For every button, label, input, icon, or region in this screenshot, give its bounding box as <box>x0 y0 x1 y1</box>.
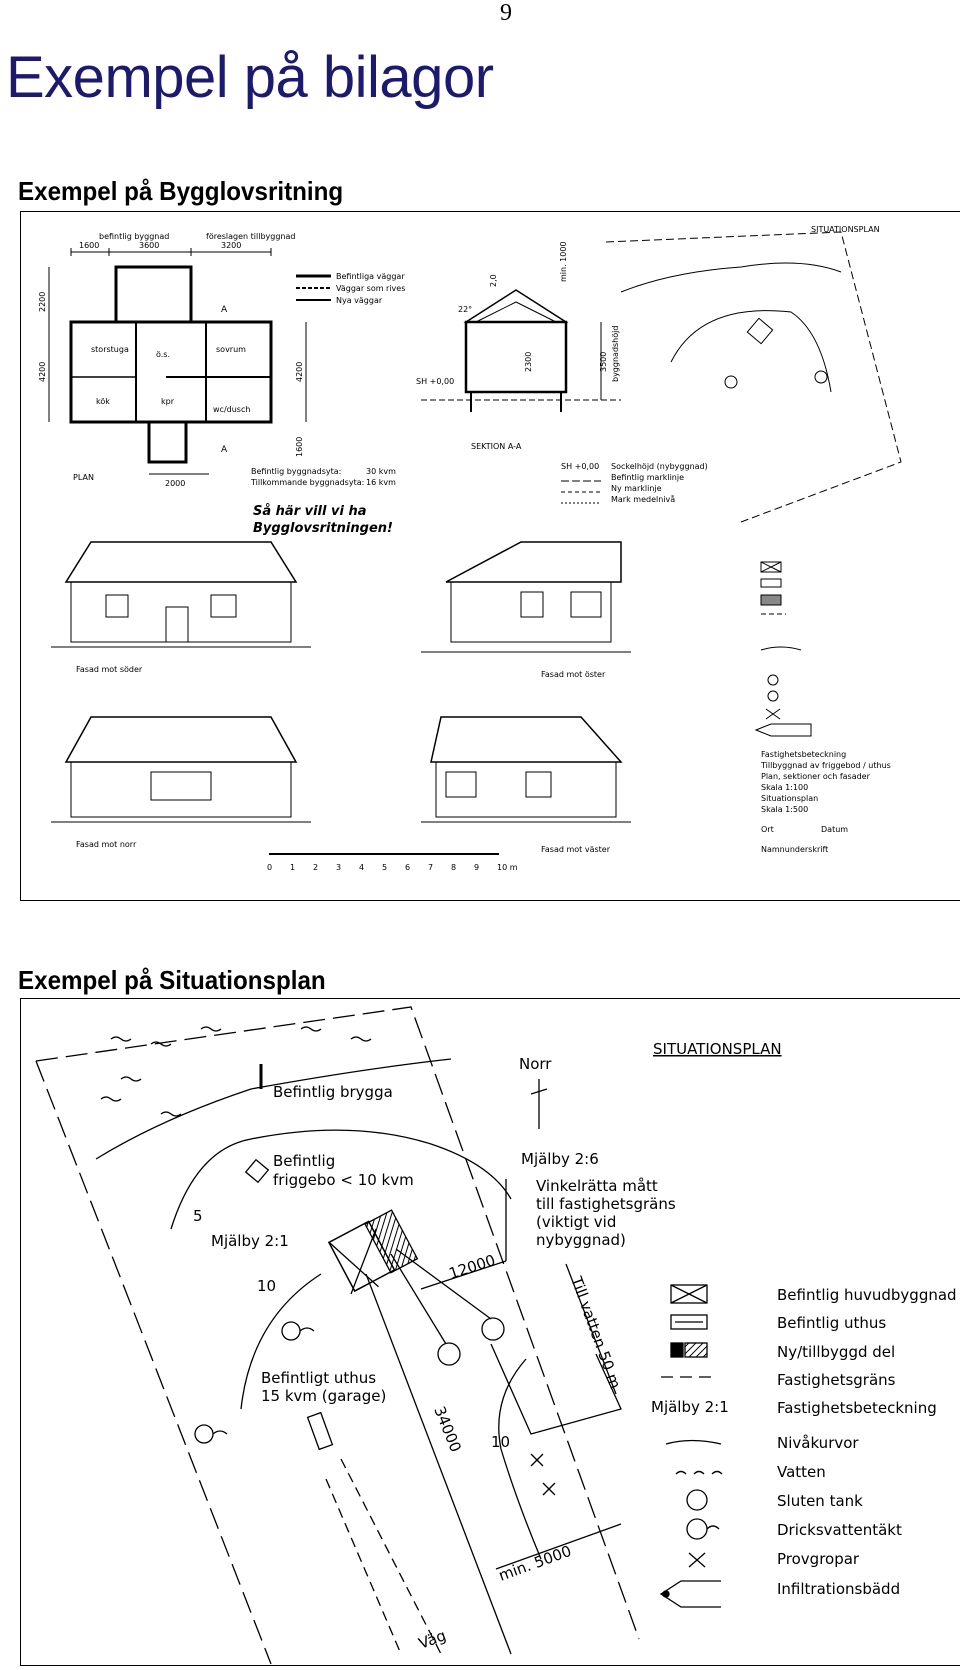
plan-label: PLAN <box>73 473 94 482</box>
legend-label-fastighetsgrans: Fastighetsgräns <box>777 1371 896 1389</box>
vinkel-line-4: nybyggnad) <box>536 1231 626 1249</box>
uthus-icon <box>308 1413 333 1450</box>
svg-text:10 m: 10 m <box>497 863 518 872</box>
section-legend-2: Befintlig marklinje <box>611 473 684 482</box>
legend-label-fastighetsbeteckning: Fastighetsbeteckning <box>777 1399 937 1417</box>
section-legend-4: Mark medelnivå <box>611 495 676 504</box>
mini-site-legend <box>756 562 811 736</box>
mini-situationsplan-title: SITUATIONSPLAN <box>811 225 880 234</box>
facade-label-oster: Fasad mot öster <box>541 670 606 679</box>
svg-text:1: 1 <box>290 863 296 872</box>
section-title-bygglovsritning: Exempel på Bygglovsritning <box>18 176 344 206</box>
section-dim-2-0: 2,0 <box>489 274 498 287</box>
contour-label-10a: 10 <box>257 1277 277 1295</box>
room-os: ö.s. <box>156 350 171 359</box>
dim-2000: 2000 <box>165 479 186 488</box>
marker-a-top: A <box>221 305 228 315</box>
legend-label-infiltrationsbadd: Infiltrationsbädd <box>777 1580 901 1598</box>
label-mjalby-2-1: Mjälby 2:1 <box>211 1232 289 1250</box>
section-label: SEKTION A-A <box>471 442 522 451</box>
facade-vaster-drawing <box>421 717 631 822</box>
wall-legend-3: Nya väggar <box>336 296 383 305</box>
dim-34000: 34000 <box>430 1403 465 1455</box>
page-title: Exempel på bilagor <box>6 45 494 110</box>
label-friggebo-2: friggebo < 10 kvm <box>273 1171 414 1189</box>
room-kok: kök <box>96 397 110 406</box>
section-dim-3500: 3500 <box>599 351 608 372</box>
legend-note-4: Skala 1:100 <box>761 783 809 792</box>
site-plan-title: SITUATIONSPLAN <box>653 1040 782 1058</box>
svg-text:8: 8 <box>451 863 457 872</box>
dim-top-3: 3200 <box>221 241 242 250</box>
legend-note-5: Situationsplan <box>761 794 819 803</box>
dim-min-5000: min. 5000 <box>496 1541 574 1585</box>
extension-hatched-icon <box>365 1210 417 1273</box>
svg-text:5: 5 <box>382 863 388 872</box>
legend-note-3: Plan, sektioner och fasader <box>761 772 870 781</box>
label-uthus-1: Befintligt uthus <box>261 1369 377 1387</box>
section-legend-1: Sockelhöjd (nybyggnad) <box>611 462 708 471</box>
legend-note-1: Fastighetsbeteckning <box>761 750 847 759</box>
room-storstuga: storstuga <box>91 345 129 354</box>
dim-4200-right: 4200 <box>295 361 304 382</box>
label-vag: Väg <box>416 1626 449 1653</box>
legend-note-9: Namnunderskrift <box>761 845 829 854</box>
label-befintlig-byggnad: befintlig byggnad <box>99 232 170 241</box>
marker-a-bottom: A <box>221 445 228 455</box>
section-dim-2300: 2300 <box>524 351 533 372</box>
section-byggnadshojd: byggnadshöjd <box>611 325 620 382</box>
legend-property-code: Mjälby 2:1 <box>651 1398 729 1416</box>
contour-label-5: 5 <box>193 1207 203 1225</box>
section-sh: SH +0,00 <box>416 377 455 386</box>
slogan-line-1: Så här vill vi ha <box>253 504 367 519</box>
section-pitch: 22° <box>458 305 473 314</box>
sluten-tank-icon <box>438 1343 460 1365</box>
situationsplan-frame <box>20 998 960 1666</box>
svg-text:3: 3 <box>336 863 342 872</box>
dim-1600: 1600 <box>295 436 304 457</box>
legend-note-8: Datum <box>821 825 849 834</box>
area-tillkommande-label: Tillkommande byggnadsyta: <box>251 478 365 487</box>
vinkel-line-3: (viktigt vid <box>536 1213 617 1231</box>
legend-arrow-field-icon <box>661 1581 721 1607</box>
facade-label-soder: Fasad mot söder <box>76 665 143 674</box>
section-legend-3: Ny marklinje <box>611 484 662 493</box>
slogan-line-2: Bygglovsritningen! <box>253 521 393 536</box>
situationsplan-drawing <box>21 999 960 1665</box>
legend-label-vatten: Vatten <box>777 1463 826 1481</box>
legend-label-sluten-tank: Sluten tank <box>777 1492 863 1510</box>
legend-label-uthus: Befintlig uthus <box>777 1314 887 1332</box>
legend-note-2: Tillbyggnad av friggebod / uthus <box>761 761 891 770</box>
vinkel-line-2: till fastighetsgräns <box>536 1195 676 1213</box>
legend-circle-icon <box>687 1490 707 1510</box>
label-uthus-2: 15 kvm (garage) <box>261 1387 387 1405</box>
legend-note-6: Skala 1:500 <box>761 805 809 814</box>
label-friggebo-1: Befintlig <box>273 1152 336 1170</box>
area-befintlig-value: 30 kvm <box>366 467 396 476</box>
facade-norr-drawing <box>51 717 311 822</box>
drinking-well-icon <box>282 1322 300 1340</box>
vinkel-line-1: Vinkelrätta mått <box>536 1177 658 1195</box>
room-sovrum: sovrum <box>216 345 246 354</box>
legend-label-provgropar: Provgropar <box>777 1550 860 1568</box>
area-befintlig-label: Befintlig byggnadsyta: <box>251 467 342 476</box>
wall-legend-1: Befintliga väggar <box>336 272 405 281</box>
facade-label-norr: Fasad mot norr <box>76 840 137 849</box>
svg-text:2: 2 <box>313 863 319 872</box>
facade-oster-drawing <box>421 542 631 652</box>
area-tillkommande-value: 16 kvm <box>366 478 396 487</box>
facade-soder-drawing <box>51 542 311 647</box>
dim-12000: 12000 <box>446 1250 498 1283</box>
contour-label-10b: 10 <box>491 1433 511 1451</box>
dim-top-1: 1600 <box>79 241 100 250</box>
wall-legend-2: Väggar som rives <box>336 284 406 293</box>
section-legend-sh: SH +0,00 <box>561 462 600 471</box>
room-kpr: kpr <box>161 397 174 406</box>
label-foreslagen-tillbyggnad: föreslagen tillbyggnad <box>206 232 296 241</box>
legend-hatched-icon <box>685 1343 707 1357</box>
bygglovsritning-frame <box>20 211 960 901</box>
section-title-situationsplan: Exempel på Situationsplan <box>18 965 326 995</box>
section-dim-1000: min. 1000 <box>559 241 568 282</box>
friggebod-icon <box>246 1160 269 1183</box>
dim-4200-left: 4200 <box>38 361 47 382</box>
legend-label-ny-del: Ny/tillbyggd del <box>777 1343 896 1361</box>
legend-note-7: Ort <box>761 825 774 834</box>
room-wc-dusch: wc/dusch <box>213 405 251 414</box>
legend-wave-icon <box>676 1472 722 1475</box>
bygglovsritning-drawing <box>21 212 960 900</box>
water-well-icon <box>195 1425 213 1443</box>
legend-circle-wave-icon <box>687 1519 707 1539</box>
svg-text:4: 4 <box>359 863 365 872</box>
svg-text:0: 0 <box>267 863 273 872</box>
label-norr: Norr <box>519 1055 552 1073</box>
legend-contour-icon <box>666 1441 721 1445</box>
page-number: 9 <box>500 0 512 26</box>
svg-text:9: 9 <box>474 863 480 872</box>
legend-new-part-black <box>671 1343 683 1357</box>
dim-2200: 2200 <box>38 291 47 312</box>
dricksvatten-icon <box>482 1318 504 1340</box>
legend-label-huvudbyggnad: Befintlig huvudbyggnad <box>777 1286 957 1304</box>
scale-bar-ticks <box>267 863 518 872</box>
label-till-vatten: Till vatten 50 m <box>567 1274 625 1392</box>
facade-label-vaster: Fasad mot väster <box>541 845 610 854</box>
dim-top-2: 3600 <box>139 241 160 250</box>
legend-label-nivakurvor: Nivåkurvor <box>777 1434 859 1452</box>
legend-label-dricksvattentakt: Dricksvattentäkt <box>777 1521 902 1539</box>
svg-text:7: 7 <box>428 863 434 872</box>
svg-text:6: 6 <box>405 863 411 872</box>
site-legend <box>651 1285 729 1607</box>
label-befintlig-brygga: Befintlig brygga <box>273 1083 393 1101</box>
label-mjalby-2-6: Mjälby 2:6 <box>521 1150 599 1168</box>
